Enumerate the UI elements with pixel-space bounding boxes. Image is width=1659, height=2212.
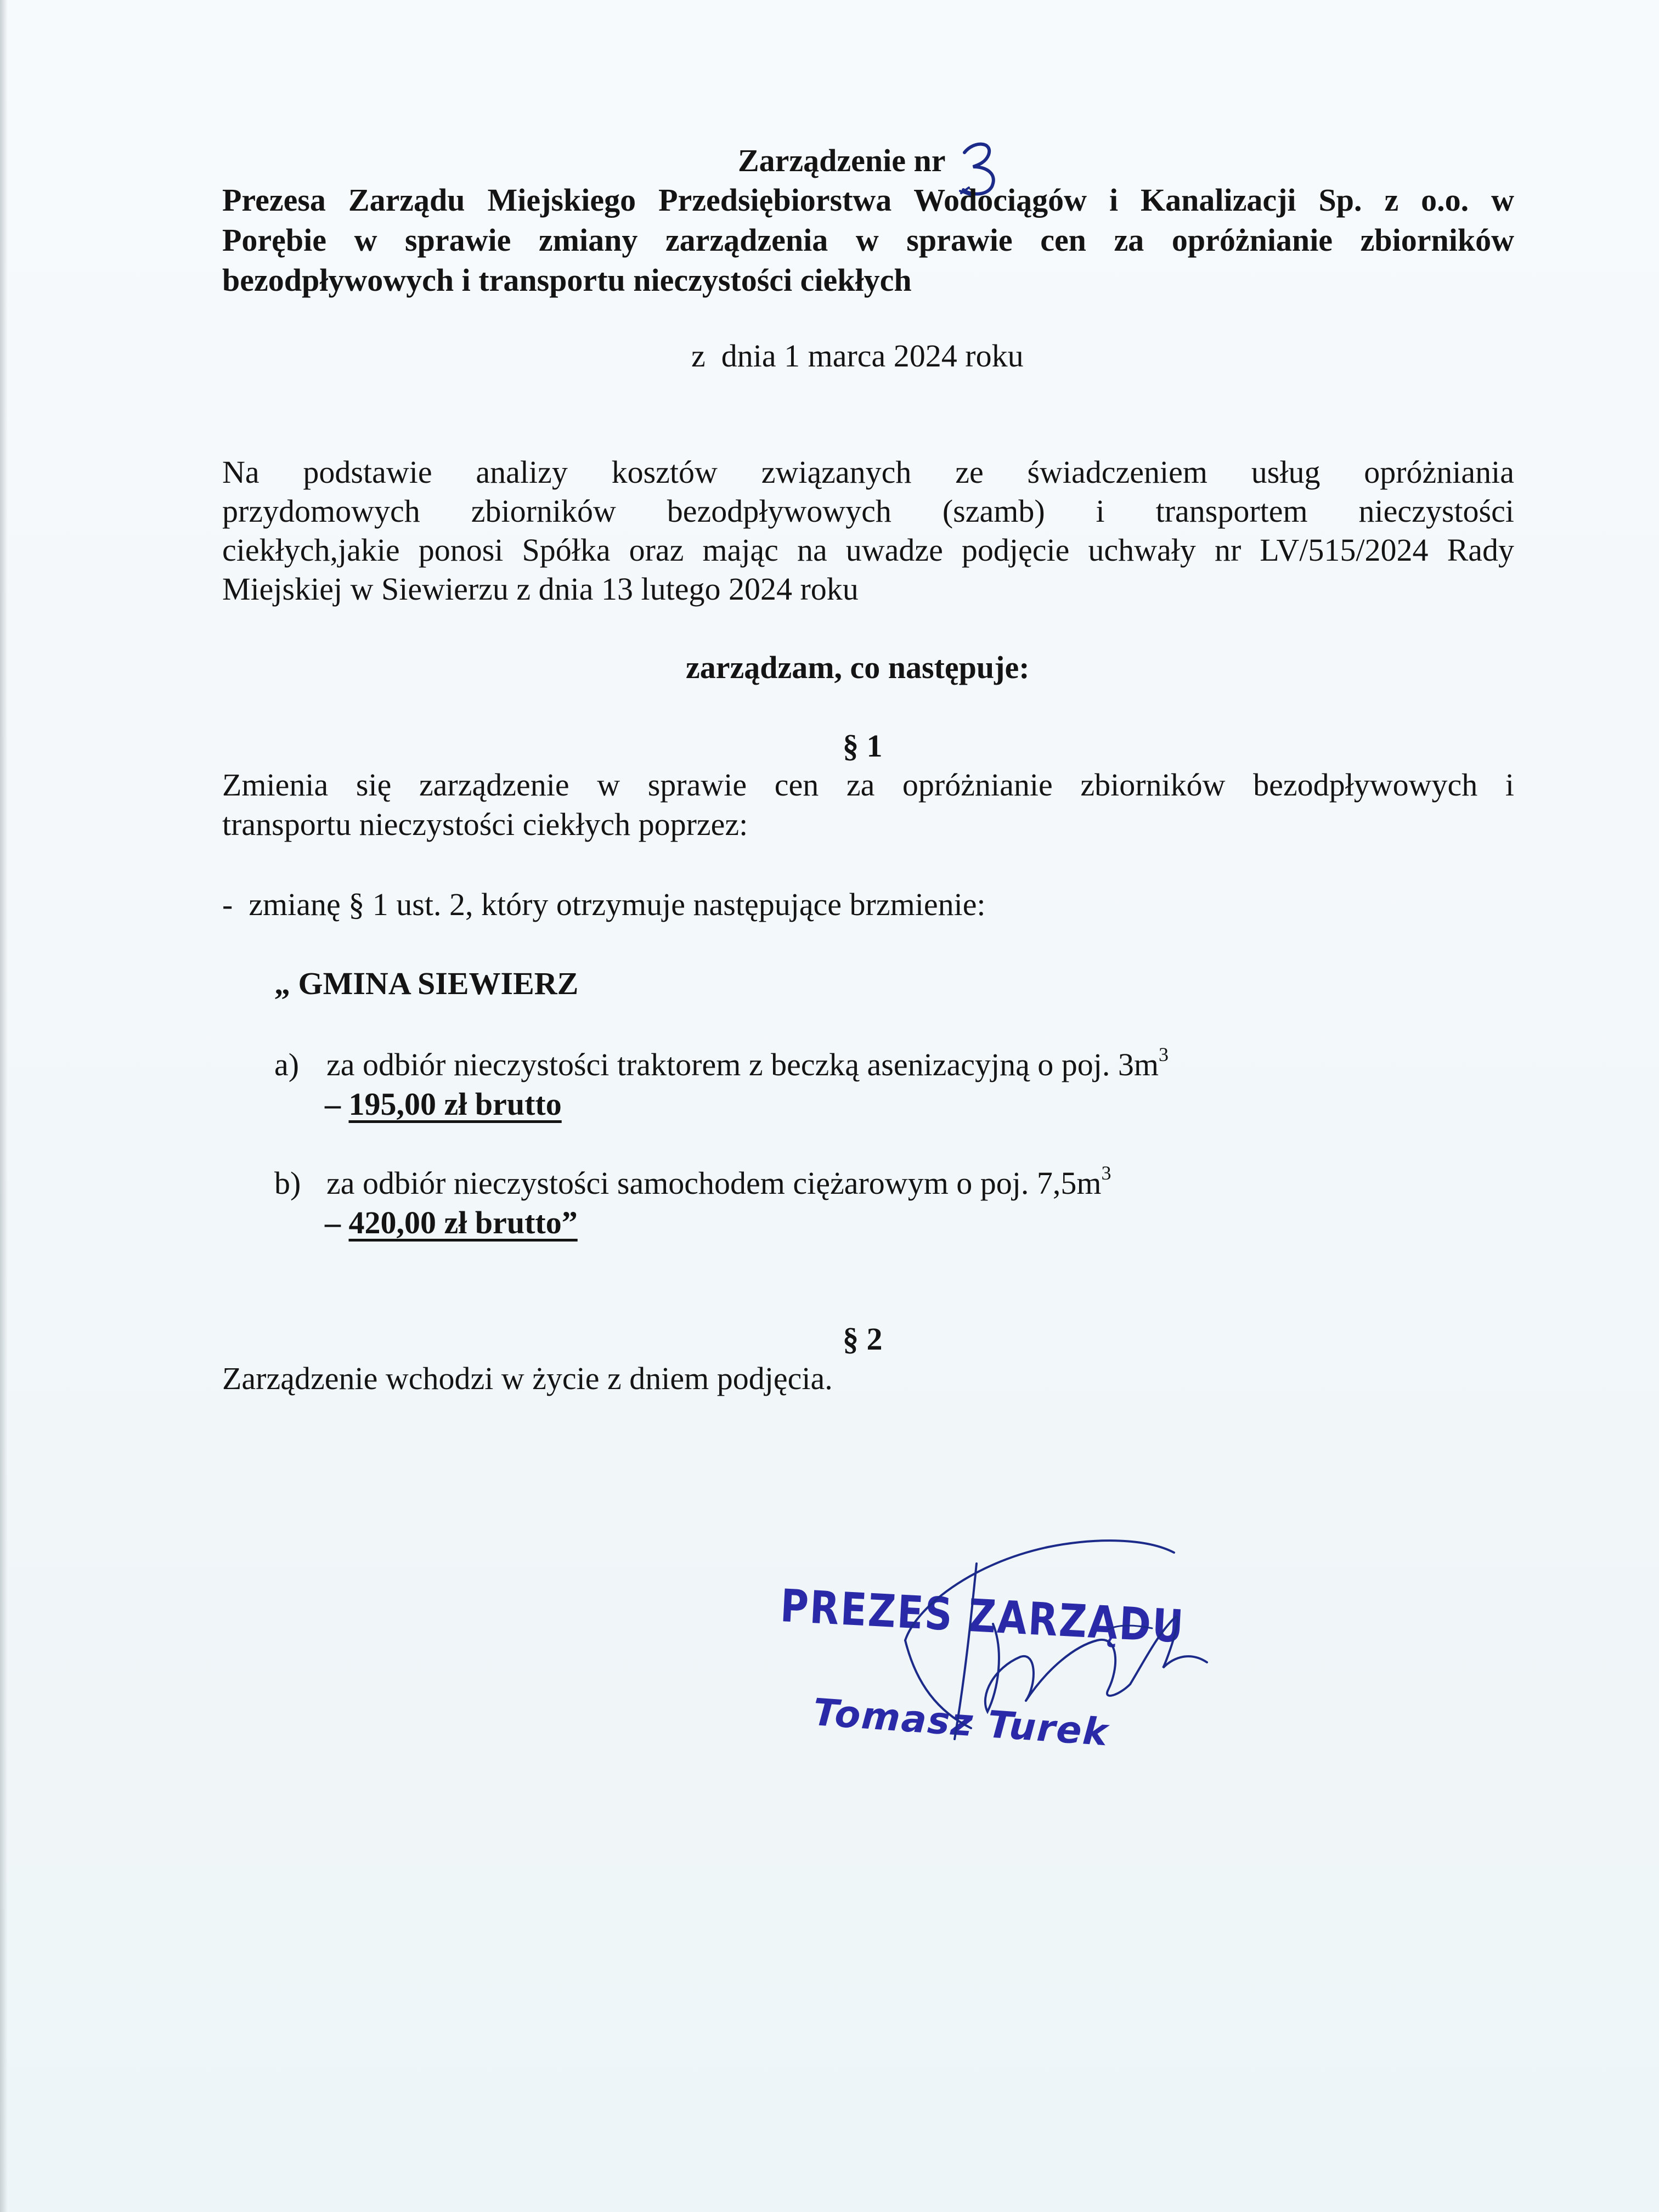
quote-heading: „ GMINA SIEWIERZ [274, 966, 579, 1001]
section-1-line-1: Zmienia się zarządzenie w sprawie cen za opróżnianie zbiorników bezodpływowych i [222, 767, 1514, 803]
item-a-marker: a) [274, 1047, 300, 1082]
item-a-dash: – [325, 1086, 341, 1122]
item-b-unit-exponent: 3 [1101, 1161, 1111, 1184]
item-b-text [326, 1163, 1111, 1204]
preamble-line-2: przydomowych zbiorników bezodpływowych (szamb) i transportem nieczystości [222, 493, 1514, 529]
stamp-title: PREZES ZARZĄDU [779, 1580, 1186, 1654]
item-a-price: 195,00 zł brutto [348, 1086, 562, 1122]
section-1-line-2: transportu nieczystości ciekłych poprzez: [222, 806, 748, 842]
item-b-dash: – [325, 1205, 341, 1240]
section-2-text: Zarządzenie wchodzi w życie z dniem podjęcia. [222, 1361, 833, 1396]
subtitle-line-3: bezodpływowych i transportu nieczystości ciekłych [222, 262, 912, 298]
handwritten-signature [790, 1531, 1229, 1761]
item-a-text [326, 1045, 1169, 1085]
subtitle-line-2: Porębie w sprawie zmiany zarządzenia w sprawie cen za opróżnianie zbiorników [222, 222, 1514, 258]
item-a-price-line [325, 1084, 562, 1125]
document-date: z dnia 1 marca 2024 roku [691, 338, 1024, 374]
item-b-description: za odbiór nieczystości samochodem ciężarowym o poj. 7,5m [326, 1165, 1102, 1201]
item-a-unit-exponent: 3 [1159, 1043, 1169, 1065]
preamble-line-4: Miejskiej w Siewierzu z dnia 13 lutego 2024 roku [222, 571, 859, 607]
subtitle-line-1: Prezesa Zarządu Miejskiego Przedsiębiorstwa Wodociągów i Kanalizacji Sp. z o.o. w [222, 182, 1514, 218]
item-b-price: 420,00 zł brutto” [348, 1205, 578, 1240]
section-2-heading: § 2 [843, 1321, 883, 1357]
item-b-price-line [325, 1203, 578, 1243]
section-1-change: - zmianę § 1 ust. 2, który otrzymuje następujące brzmienie: [222, 887, 986, 922]
preamble-line-3: ciekłych,jakie ponosi Spółka oraz mając na uwadze podjęcie uchwały nr LV/515/2024 Rady [222, 532, 1514, 568]
item-a-description: za odbiór nieczystości traktorem z beczką asenizacyjną o poj. 3m [326, 1047, 1159, 1082]
section-1-heading: § 1 [843, 728, 883, 764]
item-b-marker: b) [274, 1165, 301, 1201]
page-edge-shadow [0, 0, 8, 2212]
decree-statement: zarządzam, co następuje: [686, 650, 1030, 685]
document-title: Zarządzenie nr [738, 143, 946, 178]
stamp-name: Tomasz Turek [811, 1691, 1110, 1755]
preamble-line-1: Na podstawie analizy kosztów związanych ze świadczeniem usług opróżniania [222, 454, 1514, 490]
